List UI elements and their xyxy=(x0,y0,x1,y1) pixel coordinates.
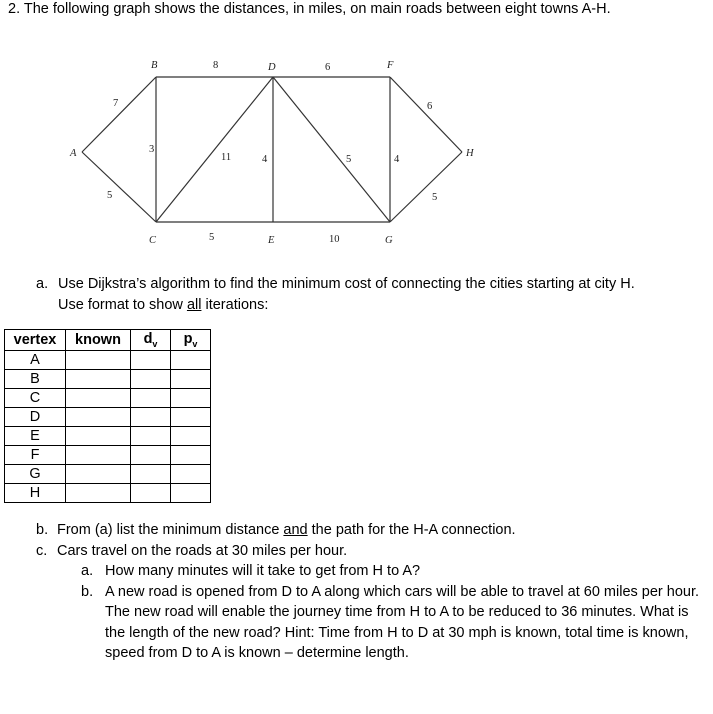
table-row xyxy=(5,351,211,370)
node-label-G: G xyxy=(385,235,393,246)
part-a-label: a. xyxy=(36,276,49,292)
question-title: 2. The following graph shows the distances, in miles, on main roads between eight towns A-H. xyxy=(8,1,611,17)
vertex-cell: F xyxy=(5,446,66,465)
table-row xyxy=(5,484,211,503)
edge-weight-E-G: 10 xyxy=(329,234,340,245)
pv-cell[interactable] xyxy=(171,484,211,503)
known-cell[interactable] xyxy=(66,351,131,370)
vertex-cell: A xyxy=(5,351,66,370)
table-row xyxy=(5,427,211,446)
edge-weight-F-H: 6 xyxy=(427,101,433,112)
pv-cell[interactable] xyxy=(171,351,211,370)
table-header-row xyxy=(5,330,211,351)
part-b: b. From (a) list the minimum distance and the path for the H-A connection. xyxy=(36,522,516,538)
parts-bc xyxy=(36,520,706,664)
pv-cell[interactable] xyxy=(171,446,211,465)
vertex-cell: D xyxy=(5,408,66,427)
edge-A-B xyxy=(82,77,156,152)
table-row xyxy=(5,446,211,465)
edge-F-H xyxy=(390,77,462,152)
dv-cell[interactable] xyxy=(131,370,171,389)
road-graph xyxy=(0,0,713,260)
node-label-E: E xyxy=(268,235,275,246)
table-row xyxy=(5,389,211,408)
edge-weight-B-D: 8 xyxy=(213,60,219,71)
edge-weight-C-E: 5 xyxy=(209,232,215,243)
edge-weight-C-D: 11 xyxy=(221,152,232,163)
table-row xyxy=(5,465,211,484)
edge-weight-D-E: 4 xyxy=(262,154,268,165)
edge-weight-D-G: 5 xyxy=(346,154,352,165)
dijkstra-table xyxy=(4,329,211,503)
edge-D-G xyxy=(273,77,390,222)
known-cell[interactable] xyxy=(66,370,131,389)
header-dv: $d_v$ xyxy=(131,330,171,351)
edge-A-C xyxy=(82,152,156,222)
edge-weight-F-G: 4 xyxy=(394,154,400,165)
table-row xyxy=(5,408,211,427)
node-label-A: A xyxy=(70,148,77,159)
dv-cell[interactable] xyxy=(131,465,171,484)
node-label-B: B xyxy=(151,60,158,71)
edge-weight-A-C: 5 xyxy=(107,190,113,201)
known-cell[interactable] xyxy=(66,389,131,408)
pv-cell[interactable] xyxy=(171,427,211,446)
vertex-cell: G xyxy=(5,465,66,484)
vertex-cell: B xyxy=(5,370,66,389)
part-c-a: a. How many minutes will it take to get from H to A? xyxy=(81,563,421,579)
vertex-cell: E xyxy=(5,427,66,446)
node-label-H: H xyxy=(466,148,474,159)
node-label-D: D xyxy=(268,62,276,73)
dv-cell[interactable] xyxy=(131,389,171,408)
part-c: c. Cars travel on the roads at 30 miles per hour. xyxy=(36,542,348,559)
edge-weight-B-C: 3 xyxy=(149,144,155,155)
edge-weight-G-H: 5 xyxy=(432,192,438,203)
dv-cell[interactable] xyxy=(131,351,171,370)
edge-G-H xyxy=(390,152,462,222)
vertex-cell: C xyxy=(5,389,66,408)
header-known: known xyxy=(66,330,131,351)
header-vertex: vertex xyxy=(5,330,66,351)
dv-cell[interactable] xyxy=(131,408,171,427)
node-label-C: C xyxy=(149,235,157,246)
edge-weight-A-B: 7 xyxy=(113,98,119,109)
dv-cell[interactable] xyxy=(131,484,171,503)
header-pv: $p_v$ xyxy=(171,330,211,351)
part-a-line1: Use Dijkstra’s algorithm to find the minimum cost of connecting the cities starting at city H. xyxy=(58,276,635,292)
pv-cell[interactable] xyxy=(171,465,211,484)
known-cell[interactable] xyxy=(66,484,131,503)
known-cell[interactable] xyxy=(66,446,131,465)
pv-cell[interactable] xyxy=(171,370,211,389)
part-c-b: b. A new road is opened from D to A along which cars will be able to travel at 60 miles per hour. The new road will enable the journey time from H to A to be reduced to 36 minutes. What is the length of the new road? Hint: Time from H to D at 30 mph is known, total time is known, speed from D to A is known – determine length. xyxy=(81,583,700,661)
edge-weight-D-F: 6 xyxy=(325,62,331,73)
dv-cell[interactable] xyxy=(131,446,171,465)
dv-cell[interactable] xyxy=(131,427,171,446)
known-cell[interactable] xyxy=(66,465,131,484)
part-a xyxy=(36,274,696,316)
known-cell[interactable] xyxy=(66,408,131,427)
pv-cell[interactable] xyxy=(171,389,211,408)
vertex-cell: H xyxy=(5,484,66,503)
node-label-F: F xyxy=(387,60,394,71)
edge-C-D xyxy=(156,77,273,222)
known-cell[interactable] xyxy=(66,427,131,446)
table-row xyxy=(5,370,211,389)
part-a-line2: Use format to show all iterations: xyxy=(58,297,269,313)
pv-cell[interactable] xyxy=(171,408,211,427)
